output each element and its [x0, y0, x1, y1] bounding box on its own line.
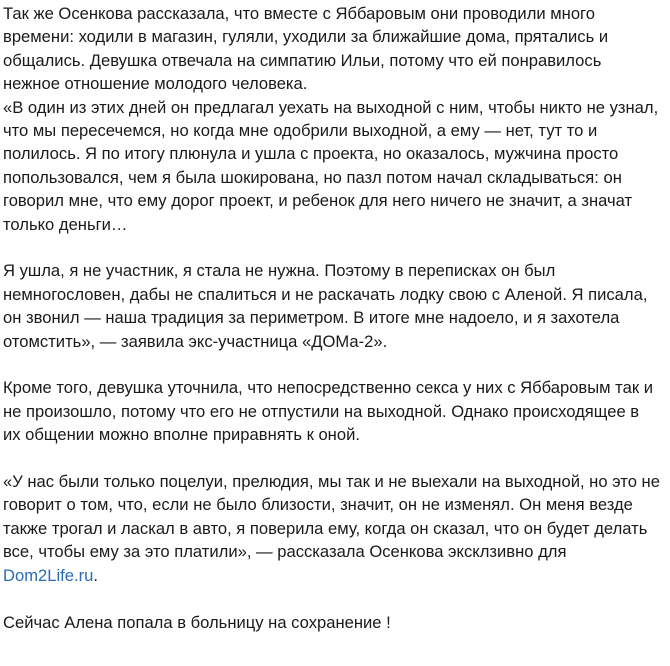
dom2life-link[interactable]: Dom2Life.ru	[3, 565, 94, 585]
paragraph-6: Сейчас Алена попала в больницу на сохранение !	[3, 612, 391, 632]
paragraph-4: Кроме того, девушка уточнила, что непосредственно секса у них с Яббаровым так и не произошло, потому что его не отпустили на выходной. Однако происходящее в их общении можно вполне приравнять к оной.	[3, 378, 653, 445]
paragraph-5-quote	[3, 470, 660, 587]
paragraph-1: Так же Осенкова рассказала, что вместе с Яббаровым они проводили много времени: ходили в магазин, гуляли, уходили за ближайшие дома, прятались и общались. Девушка отвечала на симпатию Ильи, потому что ей понравилось нежное отношение молодого человека.	[3, 4, 609, 94]
paragraph-5-end: .	[93, 565, 99, 585]
paragraph-2-quote: «В один из этих дней он предлагал уехать на выходной с ним, чтобы никто не узнал, что мы пересечемся, но когда мне одобрили выходной, а ему — нет, тут то и полилось. Я по итогу плюнула и ушла с проекта, но оказалось, мужчина просто попользовался, чем я была шокирована, но пазл потом начал складываться: он говорил мне, что ему дорог проект, и ребенок для него ничего не значит, а значат только деньги…	[3, 97, 659, 234]
paragraph-5-text: «У нас были только поцелуи, прелюдия, мы так и не выехали на выходной, но это не говорит о том, что, если не было близости, значит, он не изменял. Он меня везде также трогал и ласкал в авто, я поверила ему, когда он сказал, что он будет делать все, чтобы ему за это платили», — рассказала Осенкова эксклзивно для	[3, 472, 660, 562]
paragraph-3-quote: Я ушла, я не участник, я стала не нужна. Поэтому в переписках он был немногословен, дабы не спалиться и не раскачать лодку свою с Аленой. Я писала, он звонил — наша традиция за периметром. В итоге мне надоело, и я захотела отомстить», — заявила экс-участница «ДОМа-2».	[3, 261, 648, 351]
